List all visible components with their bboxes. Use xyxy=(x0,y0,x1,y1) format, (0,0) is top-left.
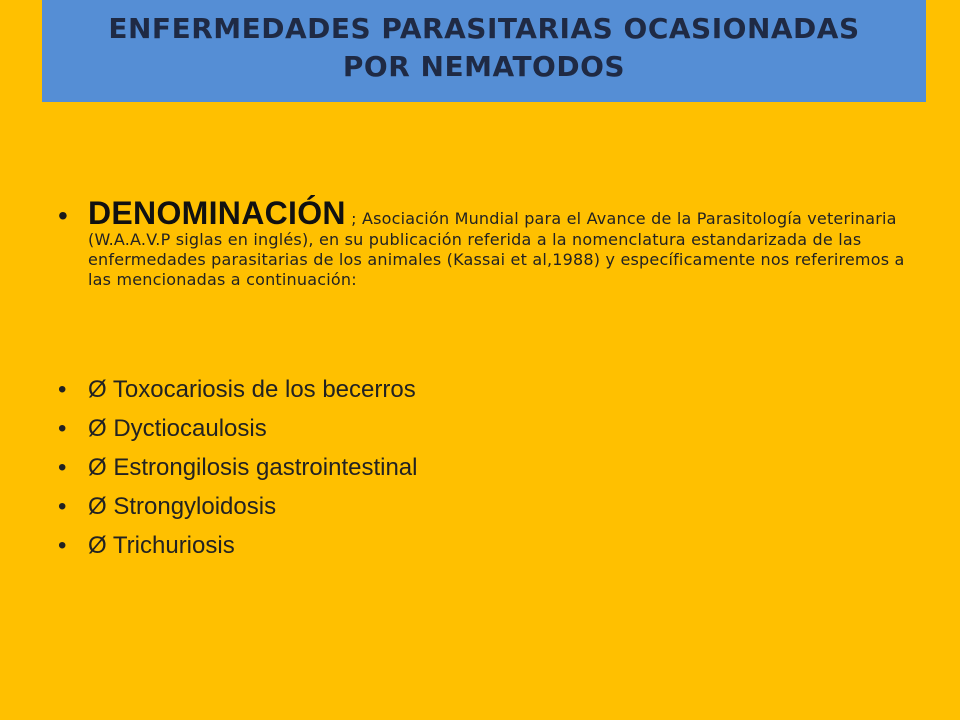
list-item xyxy=(58,450,417,489)
intro-body: ; Asociación Mundial para el Avance de la Parasitología veterinaria (W.A.A.V.P siglas en inglés), en su publicación referida a la nomenclatura estandarizada de las enfermedades parasitarias de los animales (Kassai et al,1988) y específicamente nos referiremos a las mencionadas a continuación: xyxy=(88,209,905,289)
list-bullet: • xyxy=(58,376,67,403)
list-item xyxy=(58,489,417,528)
list-item xyxy=(58,528,417,567)
intro-bullet: • xyxy=(58,200,68,231)
intro-text xyxy=(88,196,908,290)
disease-list xyxy=(58,372,417,567)
list-bullet: • xyxy=(58,493,67,520)
list-item xyxy=(58,411,417,450)
slide-title-line-2: POR NEMATODOS xyxy=(342,50,626,83)
disease-strongyloidosis: Ø Strongyloidosis xyxy=(88,493,277,520)
intro-heading: DENOMINACIÓN xyxy=(88,195,346,231)
disease-trichuriosis: Ø Trichuriosis xyxy=(88,532,235,559)
list-item xyxy=(58,372,417,411)
list-bullet: • xyxy=(58,532,67,559)
disease-estrongilosis: Ø Estrongilosis gastrointestinal xyxy=(88,454,418,481)
title-banner xyxy=(42,0,926,102)
list-bullet: • xyxy=(58,415,67,442)
disease-toxocariosis: Ø Toxocariosis de los becerros xyxy=(88,376,416,403)
slide-title-line-1: ENFERMEDADES PARASITARIAS OCASIONADAS xyxy=(108,12,860,45)
intro-paragraph xyxy=(58,196,908,290)
intro-block xyxy=(58,196,908,290)
list-bullet: • xyxy=(58,454,67,481)
disease-dyctiocaulosis: Ø Dyctiocaulosis xyxy=(88,415,267,442)
